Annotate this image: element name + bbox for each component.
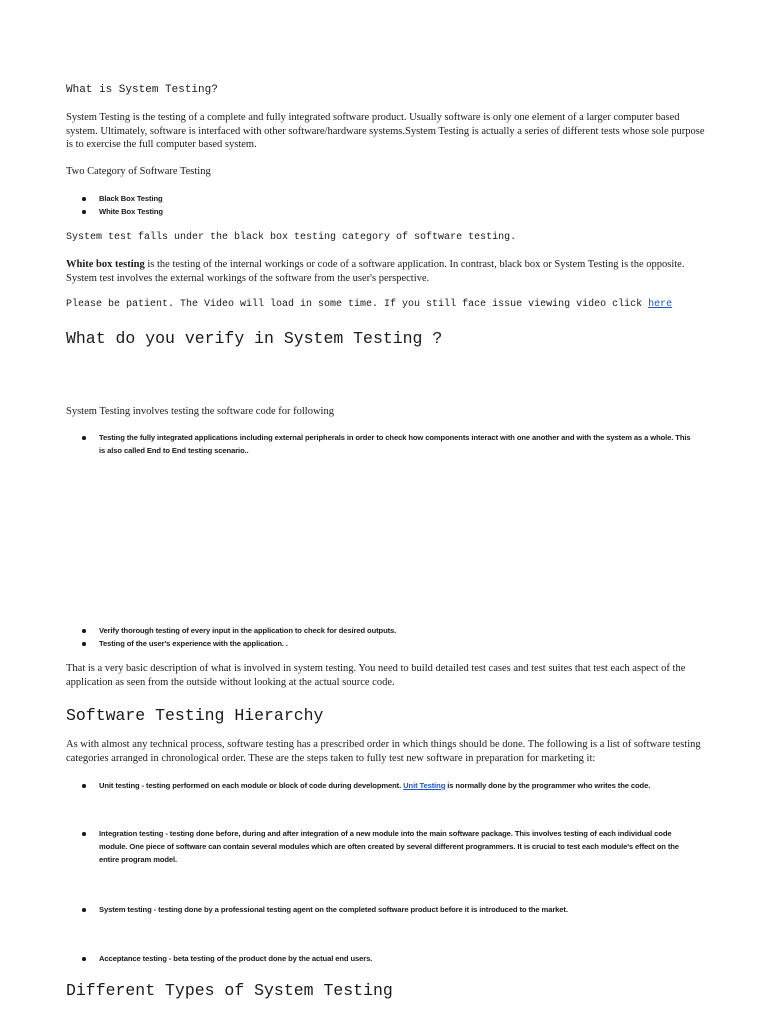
white-box-paragraph: White box testing is the testing of the internal workings or code of a software application. In contrast, black box or System Testing is the opposite. System test involves the external workings of the software from the user's perspective. [66,259,685,284]
list-item: Testing the fully integrated applications including external peripherals in order to check how components interact with one another and with the system as a whole. This is also called End to End testing scenario.. [99,431,694,457]
list-item: Unit testing - testing performed on each module or block of code during development. Unit Testing is normally done by the programmer who writes the code. [99,779,694,792]
bullet-icon [82,197,86,201]
heading-different-types: Different Types of System Testing [66,981,393,1000]
list-item: System testing - testing done by a professional testing agent on the completed software product before it is introduced to the market. [99,903,694,916]
white-box-term: White box testing [66,259,145,270]
video-notice: Please be patient. The Video will load in some time. If you still face issue viewing video click here [66,299,673,310]
list-item: White Box Testing [99,205,699,218]
list-item: Black Box Testing [99,192,699,205]
hierarchy-list-acceptance [99,952,694,965]
bullet-icon [82,642,86,646]
bullet-icon [82,629,86,633]
heading-software-testing-hierarchy: Software Testing Hierarchy [66,706,324,725]
intro-paragraph: System Testing is the testing of a complete and fully integrated software product. Usually software is only one element of a larger computer based system. Ultimately, software is interfaced with other software/hardware systems.System Testing is actually a series of different tests whose sole purpose is to exercise the full computer based system. [66,112,705,150]
two-category-label: Two Category of Software Testing [66,166,211,177]
hierarchy-list-unit [99,779,694,792]
category-list [99,192,699,218]
bullet-icon [82,908,86,912]
bullet-icon [82,957,86,961]
hierarchy-list-integration [99,827,694,866]
video-here-link[interactable]: here [648,299,673,310]
verify-list-top [99,431,694,457]
falls-under-note: System test falls under the black box testing category of software testing. [66,232,517,243]
hierarchy-list-system [99,903,694,916]
bullet-icon [82,210,86,214]
bullet-icon [82,436,86,440]
list-item: Acceptance testing - beta testing of the product done by the actual end users. [99,952,694,965]
verify-intro: System Testing involves testing the software code for following [66,406,334,417]
list-item: Integration testing - testing done before, during and after integration of a new module into the main software package. This involves testing of each individual code module. One piece of software can contain several modules which are often created by several different programmers. It is crucial to test each module's effect on the entire program model. [99,827,694,866]
bullet-icon [82,832,86,836]
list-item: Testing of the user's experience with the application. . [99,637,694,650]
heading-what-do-you-verify: What do you verify in System Testing ? [66,329,443,348]
unit-testing-link[interactable]: Unit Testing [403,781,446,790]
list-item: Verify thorough testing of every input in the application to check for desired outputs. [99,624,694,637]
bullet-icon [82,784,86,788]
system-testing-summary: That is a very basic description of what is involved in system testing. You need to build detailed test cases and test suites that test each aspect of the application as seen from the outside without looking at the actual source code. [66,663,686,688]
verify-list-bottom [99,624,694,650]
heading-what-is-system-testing: What is System Testing? [66,84,218,96]
hierarchy-intro: As with almost any technical process, software testing has a prescribed order in which things should be done. The following is a list of software testing categories arranged in chronological order. These are the steps taken to fully test new software in preparation for marketing it: [66,739,701,764]
